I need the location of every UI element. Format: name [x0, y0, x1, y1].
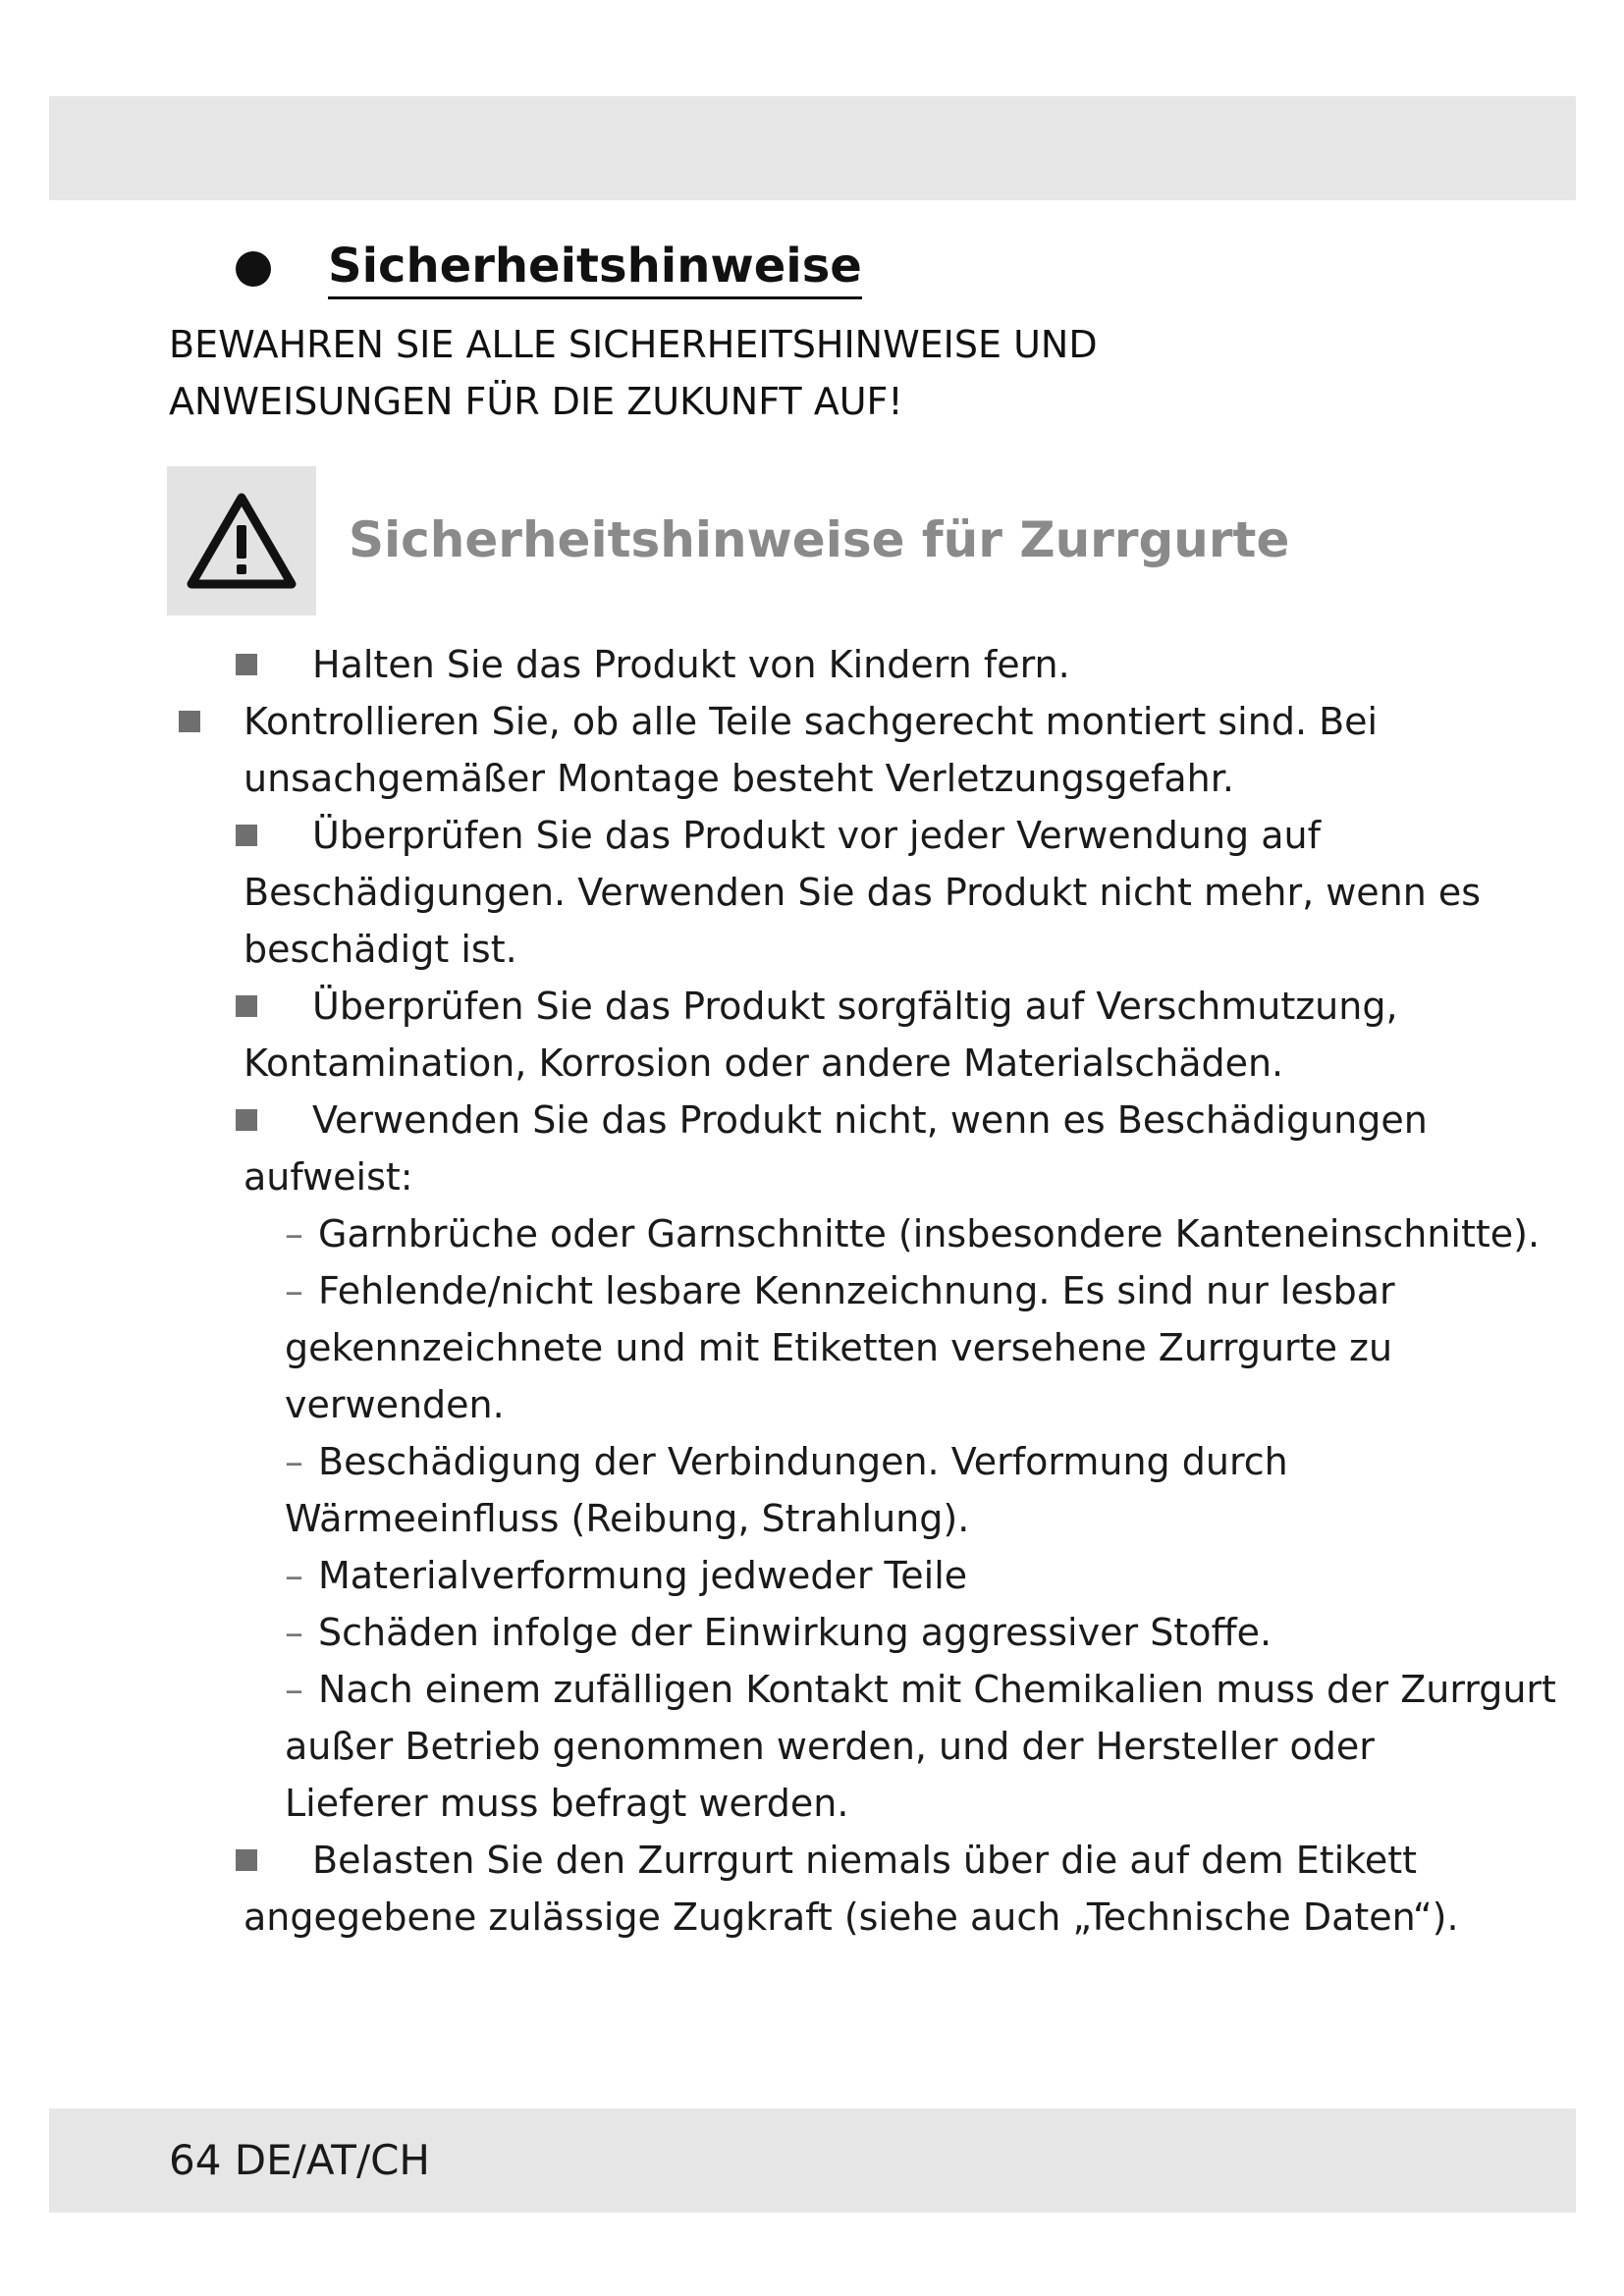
- list-item-text: Halten Sie das Produkt von Kindern fern.: [312, 643, 1070, 686]
- sub-item-text: Beschädigung der Verbindungen. Verformung durch: [318, 1440, 1288, 1483]
- square-bullet-icon: [236, 995, 257, 1017]
- list-item-text: Beschädigungen. Verwenden Sie das Produkt nicht mehr, wenn es: [244, 871, 1482, 914]
- list-item-text: Überprüfen Sie das Produkt vor jeder Verwendung auf: [312, 814, 1321, 857]
- list-item-text: Überprüfen Sie das Produkt sorgfältig auf Verschmutzung,: [312, 985, 1398, 1028]
- sub-item-text: gekennzeichnete und mit Etiketten versehene Zurrgurte zu: [285, 1326, 1393, 1369]
- list-item-text: Belasten Sie den Zurrgurt niemals über die auf dem Etikett: [312, 1839, 1418, 1882]
- dash-bullet: –: [285, 1611, 303, 1654]
- list-item: [236, 636, 257, 693]
- sub-item-text: Fehlende/nicht lesbare Kennzeichnung. Es sind nur lesbar: [318, 1269, 1395, 1312]
- list-item: [236, 978, 257, 1035]
- intro-line: ANWEISUNGEN FÜR DIE ZUKUNFT AUF!: [169, 380, 903, 423]
- list-item-text: Kontrollieren Sie, ob alle Teile sachgerecht montiert sind. Bei: [244, 700, 1379, 743]
- intro-line: BEWAHREN SIE ALLE SICHERHEITSHINWEISE UND: [169, 323, 1098, 366]
- square-bullet-icon: [179, 711, 200, 732]
- square-bullet-icon: [236, 1849, 257, 1871]
- sub-item-text: Wärmeeinfluss (Reibung, Strahlung).: [285, 1497, 970, 1540]
- list-item: [236, 1832, 257, 1889]
- warning-icon-box: [167, 466, 316, 615]
- sub-item-text: Materialverformung jedweder Teile: [318, 1554, 968, 1597]
- list-item-text: aufweist:: [244, 1155, 413, 1199]
- warning-triangle-icon: [184, 490, 299, 592]
- sub-item-text: außer Betrieb genommen werden, und der Hersteller oder: [285, 1725, 1375, 1768]
- bullet-dot-icon: [236, 251, 271, 287]
- sub-item-text: Garnbrüche oder Garnschnitte (insbesondere Kanteneinschnitte).: [318, 1212, 1541, 1255]
- dash-bullet: –: [285, 1668, 303, 1711]
- list-item: [236, 807, 257, 864]
- dash-bullet: –: [285, 1440, 303, 1483]
- list-item-text: Verwenden Sie das Produkt nicht, wenn es Beschädigungen: [312, 1098, 1428, 1142]
- sub-item-text: Nach einem zufälligen Kontakt mit Chemikalien muss der Zurrgurt: [318, 1668, 1556, 1711]
- dash-bullet: –: [285, 1269, 303, 1312]
- sub-item-text: verwenden.: [285, 1383, 505, 1426]
- sub-item-text: Schäden infolge der Einwirkung aggressiver Stoffe.: [318, 1611, 1272, 1654]
- intro-notice: [169, 316, 1445, 430]
- list-item: [236, 1092, 257, 1148]
- page-number: 64 DE/AT/CH: [169, 2136, 431, 2184]
- header-band: [49, 96, 1576, 200]
- warning-title: Sicherheitshinweise für Zurrgurte: [349, 511, 1290, 568]
- list-item-text: unsachgemäßer Montage besteht Verletzungsgefahr.: [244, 757, 1234, 800]
- dash-bullet: –: [285, 1554, 303, 1597]
- list-item-text: Kontamination, Korrosion oder andere Materialschäden.: [244, 1041, 1284, 1085]
- list-item: [179, 693, 200, 750]
- list-item-text: beschädigt ist.: [244, 928, 517, 971]
- square-bullet-icon: [236, 1109, 257, 1131]
- section-title: Sicherheitshinweise: [328, 238, 862, 299]
- square-bullet-icon: [236, 825, 257, 846]
- sub-item-text: Lieferer muss befragt werden.: [285, 1782, 849, 1825]
- section-heading: [236, 238, 862, 299]
- dash-bullet: –: [285, 1212, 303, 1255]
- list-item-text: angegebene zulässige Zugkraft (siehe auch „Technische Daten“).: [244, 1896, 1459, 1939]
- square-bullet-icon: [236, 654, 257, 675]
